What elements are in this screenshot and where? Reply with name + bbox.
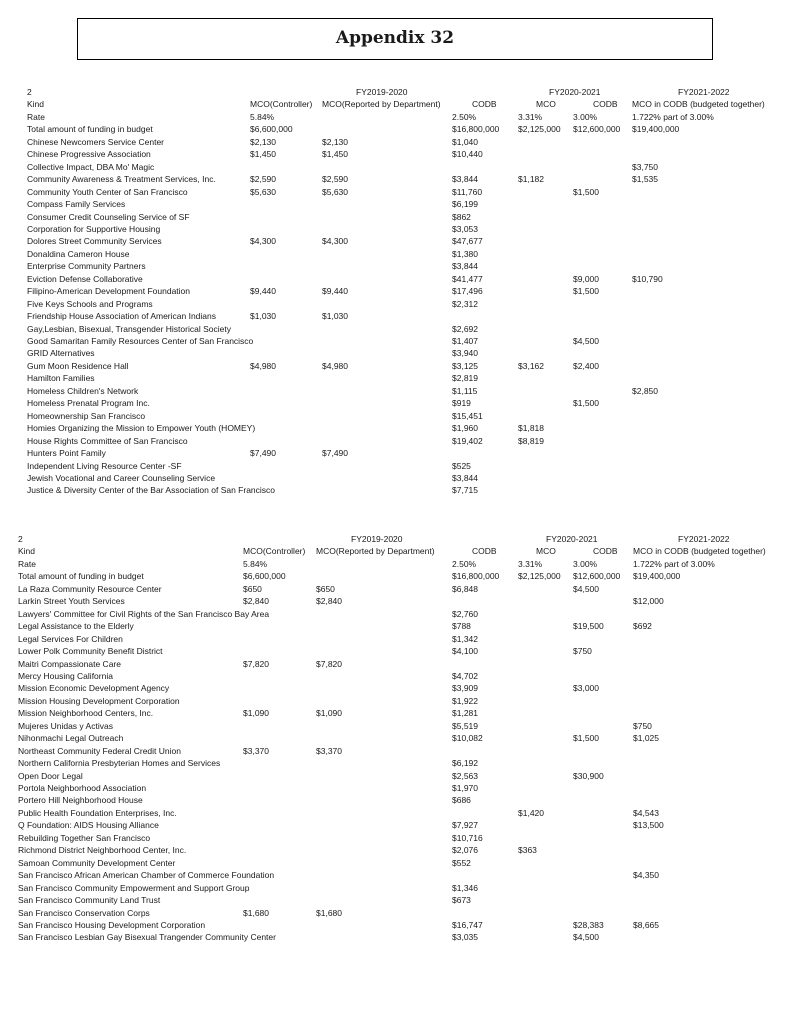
cell-codb-fy2019: $10,082: [452, 733, 483, 744]
cell-kind: Community Youth Center of San Francisco: [27, 186, 188, 197]
cell-mco-in-codb-fy2021: 1.722% part of 3.00%: [632, 111, 714, 122]
cell-codb-fy2019: $15,451: [452, 410, 483, 421]
cell-kind: Chinese Progressive Association: [27, 149, 151, 160]
cell-mco-fy2020: 3.31%: [518, 558, 543, 569]
table-row: [0, 248, 791, 260]
table-row: [0, 447, 791, 459]
cell-codb-fy2019: $6,848: [452, 583, 478, 594]
cell-mco-reported: $1,450: [322, 149, 348, 160]
table-row: [0, 310, 791, 322]
cell-mco-reported: $2,840: [316, 596, 342, 607]
cell-codb-fy2020: $12,600,000: [573, 124, 621, 135]
table-row: [0, 186, 791, 198]
cell-mco-reported: $4,980: [322, 360, 348, 371]
table-row: [0, 670, 791, 682]
cell-kind: Hamilton Families: [27, 373, 95, 384]
table-row: [0, 869, 791, 881]
cell-mco-in-codb-fy2021: $1,025: [633, 733, 659, 744]
cell-codb-fy2019: $4,702: [452, 670, 478, 681]
total-row: [0, 570, 791, 582]
cell-codb-fy2019: $1,380: [452, 248, 478, 259]
table-row: [0, 633, 791, 645]
cell-codb-fy2020: $9,000: [573, 273, 599, 284]
cell-codb-fy2020: $1,500: [573, 733, 599, 744]
cell-mco-controller: $9,440: [250, 286, 276, 297]
cell-codb-fy2019: $3,053: [452, 223, 478, 234]
cell-codb-fy2019: $6,192: [452, 758, 478, 769]
cell-codb-fy2019: $3,035: [452, 932, 478, 943]
cell-codb-fy2020: $1,500: [573, 286, 599, 297]
table-row: [0, 235, 791, 247]
cell-mco-in-codb-fy2021: $10,790: [632, 273, 663, 284]
cell-mco-controller: $2,840: [243, 596, 269, 607]
cell-codb-fy2020: $2,400: [573, 360, 599, 371]
cell-mco-controller: $5,630: [250, 186, 276, 197]
cell-kind: Rate: [18, 558, 36, 569]
cell-codb-fy2020: $1,500: [573, 398, 599, 409]
table-row: [0, 844, 791, 856]
cell-mco-controller: $7,820: [243, 658, 269, 669]
table-row: [0, 211, 791, 223]
cell-kind: San Francisco Conservation Corps: [18, 907, 150, 918]
cell-mco-reported: $650: [316, 583, 335, 594]
table-row: [0, 732, 791, 744]
cell-mco-fy2020: $2,125,000: [518, 124, 561, 135]
table-row: [0, 794, 791, 806]
table-row: [0, 807, 791, 819]
cell-codb-fy2019: $2,760: [452, 608, 478, 619]
cell-codb-fy2019: $3,940: [452, 348, 478, 359]
cell-codb-fy2020: CODB: [593, 99, 618, 110]
cell-codb-fy2019: $2,076: [452, 845, 478, 856]
cell-kind: Public Health Foundation Enterprises, Inc.: [18, 807, 177, 818]
cell-mco-reported: $4,300: [322, 236, 348, 247]
table-row: [0, 223, 791, 235]
cell-mco-in-codb-fy2021: $3,750: [632, 161, 658, 172]
table-row: [0, 435, 791, 447]
cell-kind: Mission Economic Development Agency: [18, 683, 170, 694]
cell-kind: Kind: [27, 99, 45, 110]
cell-codb-fy2019: $686: [452, 795, 471, 806]
cell-codb-fy2019: $1,922: [452, 695, 478, 706]
cell-kind: Portola Neighborhood Association: [18, 783, 147, 793]
cell-codb-fy2019: $2,819: [452, 373, 478, 384]
cell-kind: San Francisco Community Land Trust: [18, 895, 161, 906]
cell-mco-fy2020: $363: [518, 845, 537, 856]
cell-kind: Five Keys Schools and Programs: [27, 298, 153, 309]
table-row: [0, 397, 791, 409]
year-header-fy2021: FY2021-2022: [678, 87, 730, 97]
table-row: [0, 347, 791, 359]
cell-mco-reported: $2,130: [322, 136, 348, 147]
table-row: [0, 882, 791, 894]
cell-kind: House Rights Committee of San Francisco: [27, 435, 188, 446]
cell-mco-reported: $5,630: [322, 186, 348, 197]
table-row: [0, 472, 791, 484]
table-row: [0, 360, 791, 372]
cell-mco-in-codb-fy2021: $750: [633, 720, 652, 731]
cell-kind: Mujeres Unidas y Activas: [18, 720, 113, 731]
cell-mco-controller: $3,370: [243, 745, 269, 756]
cell-kind: Rebuilding Together San Francisco: [18, 832, 151, 843]
cell-kind: Mission Neighborhood Centers, Inc.: [18, 708, 154, 719]
cell-mco-in-codb-fy2021: $12,000: [633, 596, 664, 607]
table-row: [0, 385, 791, 397]
cell-mco-reported: $1,090: [316, 708, 342, 719]
cell-mco-reported: MCO(Reported by Department): [316, 546, 435, 557]
table-row: [0, 770, 791, 782]
cell-mco-controller: 5.84%: [243, 558, 268, 569]
table-row: [0, 372, 791, 384]
cell-kind: Hunters Point Family: [27, 448, 106, 459]
cell-codb-fy2020: $4,500: [573, 583, 599, 594]
year-header-fy2019: FY2019-2020: [351, 534, 403, 544]
table-row: [0, 782, 791, 794]
cell-kind: Larkin Street Youth Services: [18, 596, 125, 607]
table-row: [0, 161, 791, 173]
cell-mco-fy2020: 3.31%: [518, 111, 543, 122]
cell-kind: Friendship House Association of American Indians: [27, 311, 216, 322]
cell-kind: Good Samaritan Family Resources Center of San Francisco: [27, 336, 254, 346]
cell-mco-controller: $1,450: [250, 149, 276, 160]
cell-codb-fy2020: $4,500: [573, 932, 599, 943]
cell-mco-reported: $1,030: [322, 311, 348, 322]
cell-mco-fy2020: $8,819: [518, 435, 544, 446]
page-title: Appendix 32: [335, 28, 455, 48]
cell-mco-controller: $6,600,000: [243, 571, 286, 582]
cell-mco-reported: $2,590: [322, 174, 348, 185]
cell-kind: Nihonmachi Legal Outreach: [18, 733, 124, 744]
table-row: [0, 148, 791, 160]
cell-codb-fy2019: $17,496: [452, 286, 483, 297]
cell-codb-fy2019: 2.50%: [452, 111, 477, 122]
table-row: [0, 757, 791, 769]
cell-kind: San Francisco Community Empowerment and Support Group: [18, 882, 250, 893]
cell-kind: Legal Services For Children: [18, 633, 123, 644]
cell-mco-fy2020: $3,162: [518, 360, 544, 371]
cell-codb-fy2019: $16,800,000: [452, 571, 500, 582]
table-row: [0, 695, 791, 707]
cell-kind: Mission Housing Development Corporation: [18, 695, 180, 706]
cell-kind: Donaldina Cameron House: [27, 248, 130, 259]
column-header-row: [0, 98, 791, 110]
cell-codb-fy2019: $10,716: [452, 832, 483, 843]
table-row: [0, 298, 791, 310]
cell-codb-fy2019: $788: [452, 621, 471, 632]
cell-codb-fy2020: $3,000: [573, 683, 599, 694]
cell-kind: Jewish Vocational and Career Counseling Service: [27, 472, 216, 483]
table-row: [0, 410, 791, 422]
cell-mco-in-codb-fy2021: $8,665: [633, 919, 659, 930]
cell-codb-fy2019: $3,844: [452, 472, 478, 483]
cell-kind: Richmond District Neighborhood Center, Inc.: [18, 845, 187, 856]
cell-codb-fy2019: $7,715: [452, 485, 478, 496]
cell-kind: Collective Impact, DBA Mo' Magic: [27, 161, 155, 172]
table-row: [0, 285, 791, 297]
cell-mco-reported: $3,370: [316, 745, 342, 756]
table-row: [0, 608, 791, 620]
cell-kind: Chinese Newcomers Service Center: [27, 136, 164, 147]
table-row: [0, 658, 791, 670]
cell-kind: Eviction Defense Collaborative: [27, 273, 143, 284]
cell-codb-fy2019: $1,281: [452, 708, 478, 719]
cell-codb-fy2020: $12,600,000: [573, 571, 621, 582]
cell-codb-fy2019: 2.50%: [452, 558, 477, 569]
cell-codb-fy2020: 3.00%: [573, 558, 598, 569]
table-row: [0, 422, 791, 434]
cell-kind: Gay,Lesbian, Bisexual, Transgender Historical Society: [27, 323, 231, 334]
table-row: [0, 907, 791, 919]
rate-row: [0, 111, 791, 123]
cell-mco-reported: $7,820: [316, 658, 342, 669]
cell-codb-fy2020: $750: [573, 646, 592, 657]
cell-mco-in-codb-fy2021: $19,400,000: [632, 124, 680, 135]
cell-mco-reported: $7,490: [322, 448, 348, 459]
cell-kind: Corporation for Supportive Housing: [27, 223, 161, 234]
cell-mco-in-codb-fy2021: MCO in CODB (budgeted together): [633, 546, 766, 557]
table-row: [0, 583, 791, 595]
cell-mco-controller: MCO(Controller): [243, 546, 306, 557]
total-row: [0, 123, 791, 135]
corner-label: 2: [27, 87, 32, 97]
cell-mco-fy2020: MCO: [536, 99, 556, 110]
cell-kind: San Francisco African American Chamber of Commerce Foundation: [18, 870, 275, 881]
table-row: [0, 136, 791, 148]
cell-mco-in-codb-fy2021: MCO in CODB (budgeted together): [632, 99, 765, 110]
cell-kind: Samoan Community Development Center: [18, 857, 176, 868]
cell-codb-fy2019: $673: [452, 895, 471, 906]
cell-kind: Homeownership San Francisco: [27, 410, 146, 421]
cell-kind: Kind: [18, 546, 36, 557]
cell-codb-fy2019: $552: [452, 857, 471, 868]
cell-kind: Justice & Diversity Center of the Bar Association of San Francisco: [27, 485, 276, 496]
cell-kind: San Francisco Housing Development Corporation: [18, 919, 206, 930]
cell-codb-fy2020: CODB: [593, 546, 618, 557]
cell-mco-reported: MCO(Reported by Department): [322, 99, 441, 110]
cell-mco-controller: $650: [243, 583, 262, 594]
cell-codb-fy2019: $2,312: [452, 298, 478, 309]
cell-kind: Enterprise Community Partners: [27, 261, 146, 272]
cell-codb-fy2020: $4,500: [573, 336, 599, 346]
cell-mco-in-codb-fy2021: $13,500: [633, 820, 664, 831]
cell-kind: Total amount of funding in budget: [18, 571, 144, 582]
cell-kind: Homeless Children's Network: [27, 385, 139, 396]
cell-codb-fy2019: $1,342: [452, 633, 478, 644]
cell-codb-fy2019: $3,844: [452, 261, 478, 272]
cell-codb-fy2019: $3,125: [452, 360, 478, 371]
cell-mco-in-codb-fy2021: 1.722% part of 3.00%: [633, 558, 715, 569]
cell-codb-fy2019: $1,960: [452, 423, 478, 434]
cell-mco-fy2020: MCO: [536, 546, 556, 557]
cell-kind: Dolores Street Community Services: [27, 236, 162, 247]
cell-mco-controller: $4,980: [250, 360, 276, 371]
cell-kind: San Francisco Lesbian Gay Bisexual Trangender Community Center: [18, 932, 276, 943]
table-row: [0, 819, 791, 831]
table-row: [0, 260, 791, 272]
table-row: [0, 682, 791, 694]
table-row: [0, 720, 791, 732]
table-row: [0, 460, 791, 472]
cell-mco-controller: $1,030: [250, 311, 276, 322]
cell-codb-fy2019: $1,115: [452, 385, 478, 396]
cell-kind: Gum Moon Residence Hall: [27, 360, 129, 371]
cell-kind: Portero Hill Neighborhood House: [18, 795, 143, 806]
table-row: [0, 323, 791, 335]
cell-kind: Lawyers' Committee for Civil Rights of the San Francisco Bay Area: [18, 608, 270, 619]
cell-kind: Independent Living Resource Center -SF: [27, 460, 182, 471]
cell-kind: Consumer Credit Counseling Service of SF: [27, 211, 190, 222]
cell-kind: Compass Family Services: [27, 199, 126, 210]
year-header-fy2019: FY2019-2020: [356, 87, 408, 97]
table-row: [0, 273, 791, 285]
table-row: [0, 919, 791, 931]
cell-codb-fy2019: $1,407: [452, 336, 478, 346]
table-row: [0, 335, 791, 347]
cell-codb-fy2020: $19,500: [573, 621, 604, 632]
cell-mco-controller: $2,130: [250, 136, 276, 147]
cell-mco-in-codb-fy2021: $4,543: [633, 807, 659, 818]
title-box: [77, 18, 713, 60]
cell-kind: Open Door Legal: [18, 770, 83, 781]
cell-codb-fy2019: CODB: [472, 99, 497, 110]
cell-codb-fy2019: $10,440: [452, 149, 483, 160]
cell-codb-fy2019: $919: [452, 398, 471, 409]
cell-codb-fy2019: $19,402: [452, 435, 483, 446]
rate-row: [0, 558, 791, 570]
cell-codb-fy2019: $2,692: [452, 323, 478, 334]
cell-codb-fy2019: $7,927: [452, 820, 478, 831]
cell-codb-fy2019: $16,800,000: [452, 124, 500, 135]
cell-codb-fy2019: $1,970: [452, 783, 478, 793]
cell-mco-fy2020: $1,818: [518, 423, 544, 434]
cell-codb-fy2019: $862: [452, 211, 471, 222]
table-row: [0, 645, 791, 657]
cell-codb-fy2019: $47,677: [452, 236, 483, 247]
cell-codb-fy2019: $3,909: [452, 683, 478, 694]
cell-codb-fy2019: $1,040: [452, 136, 478, 147]
cell-codb-fy2020: $30,900: [573, 770, 604, 781]
year-header-fy2020: FY2020-2021: [546, 534, 598, 544]
corner-label: 2: [18, 534, 23, 544]
cell-mco-in-codb-fy2021: $4,350: [633, 870, 659, 881]
cell-mco-in-codb-fy2021: $2,850: [632, 385, 658, 396]
cell-codb-fy2019: $2,563: [452, 770, 478, 781]
cell-kind: Community Awareness & Treatment Services, Inc.: [27, 174, 216, 185]
table-row: [0, 620, 791, 632]
cell-codb-fy2019: $16,747: [452, 919, 483, 930]
cell-mco-in-codb-fy2021: $19,400,000: [633, 571, 681, 582]
cell-kind: Homies Organizing the Mission to Empower Youth (HOMEY): [27, 423, 256, 434]
table-row: [0, 198, 791, 210]
cell-codb-fy2019: $41,477: [452, 273, 483, 284]
table-row: [0, 857, 791, 869]
cell-kind: Maitri Compassionate Care: [18, 658, 121, 669]
cell-kind: Total amount of funding in budget: [27, 124, 153, 135]
cell-codb-fy2020: $1,500: [573, 186, 599, 197]
cell-kind: Filipino-American Development Foundation: [27, 286, 190, 297]
cell-kind: Northeast Community Federal Credit Union: [18, 745, 181, 756]
year-header-fy2021: FY2021-2022: [678, 534, 730, 544]
cell-codb-fy2020: $28,383: [573, 919, 604, 930]
cell-codb-fy2020: 3.00%: [573, 111, 598, 122]
column-header-row: [0, 545, 791, 557]
cell-codb-fy2019: $3,844: [452, 174, 478, 185]
table-row: [0, 484, 791, 496]
cell-codb-fy2019: $5,519: [452, 720, 478, 731]
cell-kind: Northern California Presbyterian Homes and Services: [18, 758, 221, 769]
cell-kind: Mercy Housing California: [18, 670, 113, 681]
cell-mco-fy2020: $1,182: [518, 174, 544, 185]
cell-mco-reported: $1,680: [316, 907, 342, 918]
cell-kind: Rate: [27, 111, 45, 122]
cell-mco-controller: $2,590: [250, 174, 276, 185]
cell-codb-fy2019: $4,100: [452, 646, 478, 657]
cell-mco-controller: $4,300: [250, 236, 276, 247]
cell-mco-reported: $9,440: [322, 286, 348, 297]
table-row: [0, 832, 791, 844]
table-row: [0, 595, 791, 607]
cell-mco-fy2020: $1,420: [518, 807, 544, 818]
cell-codb-fy2019: $525: [452, 460, 471, 471]
table-row: [0, 894, 791, 906]
cell-kind: Lower Polk Community Benefit District: [18, 646, 163, 657]
table-row: [0, 745, 791, 757]
cell-mco-controller: $7,490: [250, 448, 276, 459]
cell-kind: Homeless Prenatal Program Inc.: [27, 398, 150, 409]
cell-mco-in-codb-fy2021: $1,535: [632, 174, 658, 185]
cell-mco-controller: $1,680: [243, 907, 269, 918]
table-row: [0, 931, 791, 943]
cell-mco-controller: 5.84%: [250, 111, 275, 122]
year-header-fy2020: FY2020-2021: [549, 87, 601, 97]
table-row: [0, 173, 791, 185]
cell-kind: La Raza Community Resource Center: [18, 583, 162, 594]
cell-codb-fy2019: $1,346: [452, 882, 478, 893]
cell-kind: GRID Alternatives: [27, 348, 95, 359]
cell-codb-fy2019: CODB: [472, 546, 497, 557]
cell-mco-controller: $6,600,000: [250, 124, 293, 135]
cell-kind: Q Foundation: AIDS Housing Alliance: [18, 820, 159, 831]
cell-codb-fy2019: $11,760: [452, 186, 483, 197]
table-row: [0, 707, 791, 719]
cell-codb-fy2019: $6,199: [452, 199, 478, 210]
cell-mco-fy2020: $2,125,000: [518, 571, 561, 582]
cell-mco-in-codb-fy2021: $692: [633, 621, 652, 632]
cell-kind: Legal Assistance to the Elderly: [18, 621, 134, 632]
cell-mco-controller: $1,090: [243, 708, 269, 719]
cell-mco-controller: MCO(Controller): [250, 99, 313, 110]
